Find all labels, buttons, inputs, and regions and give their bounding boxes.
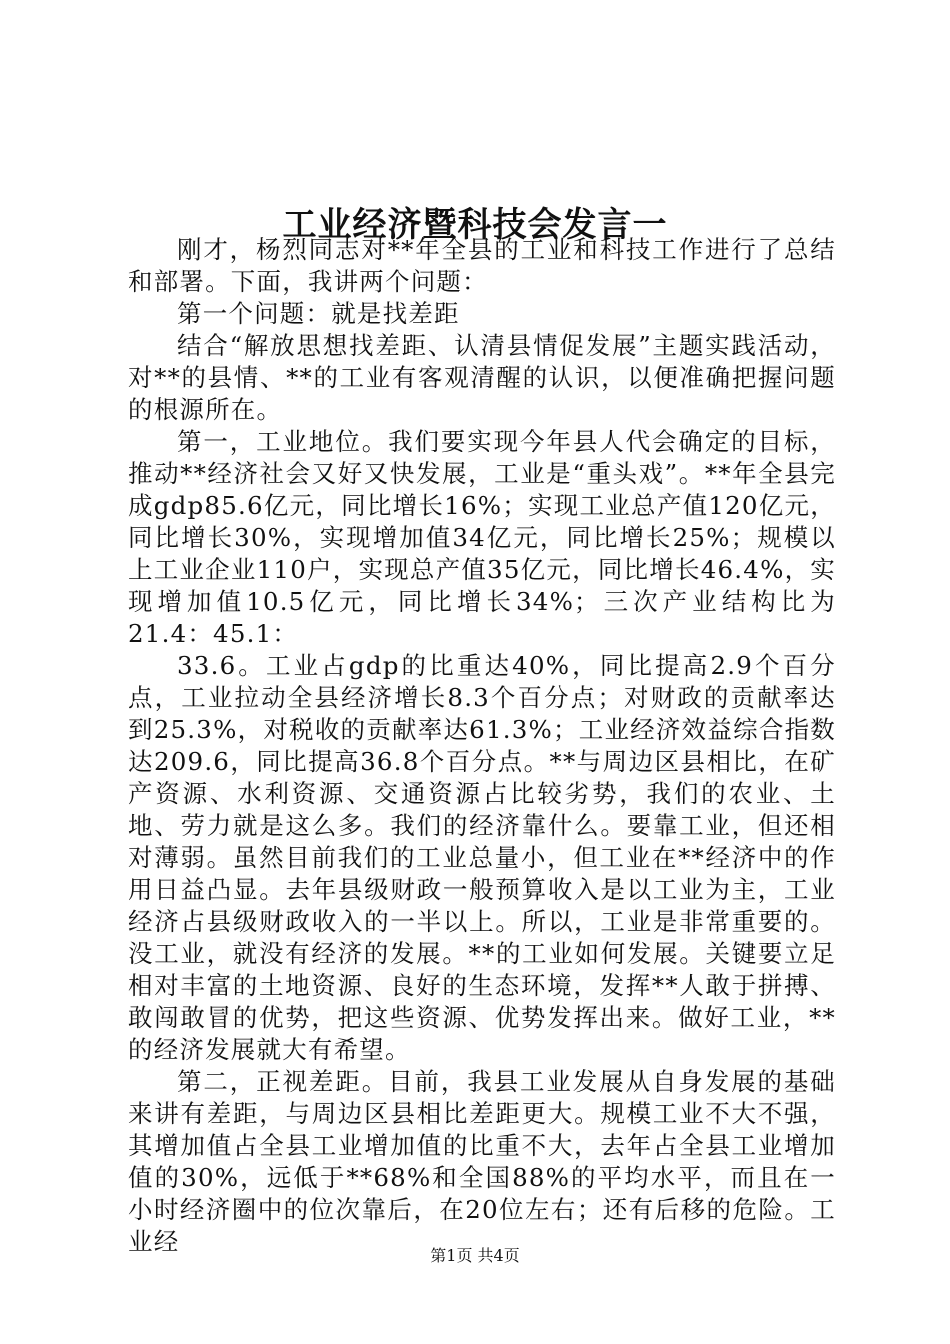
paragraph-gap: 第二，正视差距。目前，我县工业发展从自身发展的基础来讲有差距，与周边区县相比差距更大。规模工业不大不强，其增加值占全县工业增加值的比重不大，去年占全县工业增加值的30%，远低于**68%和全国88%的平均水平，而且在一小时经济圈中的位次靠后，在20位左右；还有后移的危险。工业经 [128,1067,836,1256]
document-title: 工业经济暨科技会发言一 [282,204,668,245]
page-footer: 第1页 共4页 [430,1246,520,1265]
paragraph-heading-first-issue: 第一个问题：就是找差距 [177,299,460,328]
document-body [128,234,836,1258]
paragraph-industrial-status: 第一，工业地位。我们要实现今年县人代会确定的目标，推动**经济社会又好又快发展，工业是“重头戏”。**年全县完成gdp85.6亿元，同比增长16%；实现工业总产值120亿元，同比增长30%，实现增加值34亿元，同比增长25%；规模以上工业企业110户，实现总产值35亿元，同比增长46.4%，实现增加值10.5亿元，同比增长34%；三次产业结构比为21.4：45.1： [128,427,836,648]
paragraph-industrial-share: 33.6。工业占gdp的比重达40%，同比提高2.9个百分点，工业拉动全县经济增长8.3个百分点；对财政的贡献率达到25.3%，对税收的贡献率达61.3%；工业经济效益综合指数达209.6，同比提高36.8个百分点。**与周边区县相比，在矿产资源、水利资源、交通资源占比较劣势，我们的农业、土地、劳力就是这么多。我们的经济靠什么。要靠工业，但还相对薄弱。虽然目前我们的工业总量小，但工业在**经济中的作用日益凸显。去年县级财政一般预算收入是以工业为主，工业经济占县级财政收入的一半以上。所以，工业是非常重要的。没工业，就没有经济的发展。**的工业如何发展。关键要立足相对丰富的土地资源、良好的生态环境，发挥**人敢于拼搏、敢闯敢冒的优势，把这些资源、优势发挥出来。做好工业，**的经济发展就大有希望。 [128,651,836,1064]
paragraph-context: 结合“解放思想找差距、认清县情促发展”主题实践活动，对**的县情、**的工业有客观清醒的认识，以便准确把握问题的根源所在。 [128,331,836,424]
paragraph-intro: 刚才，杨烈同志对**年全县的工业和科技工作进行了总结和部署。下面，我讲两个问题： [128,235,836,296]
